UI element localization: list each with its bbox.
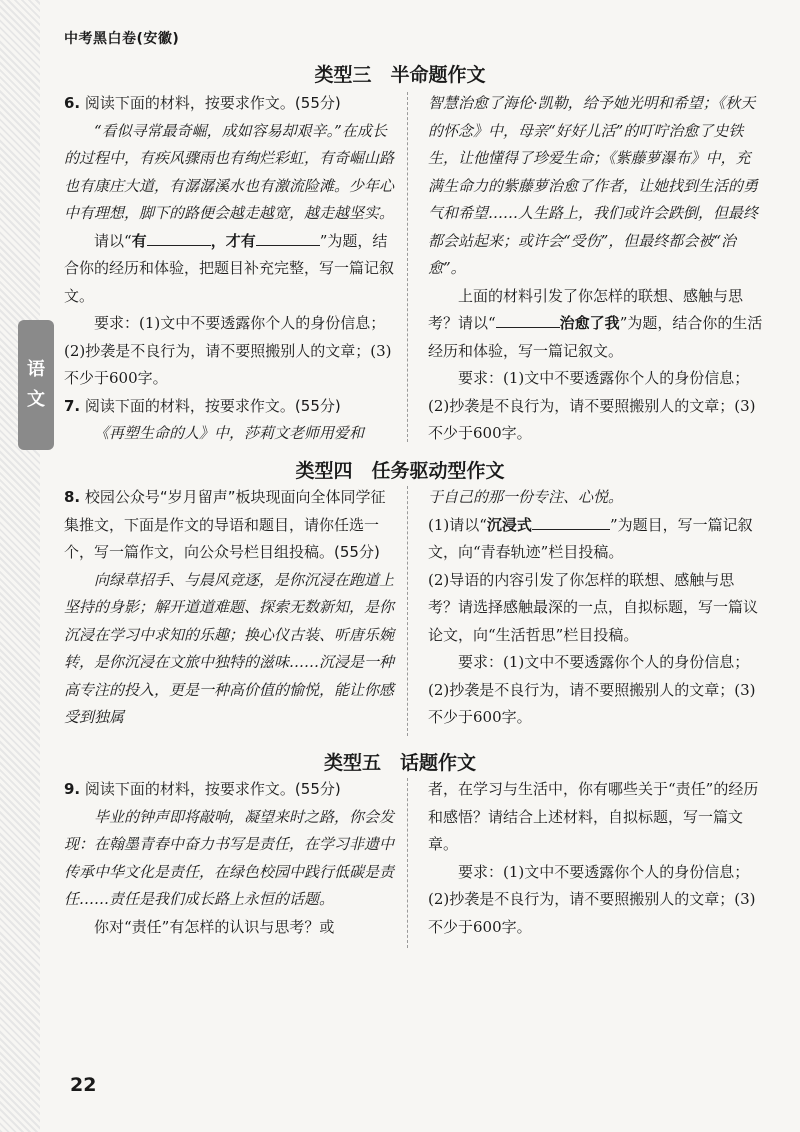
q9-block	[64, 776, 394, 941]
subject-tab-char: 文	[27, 389, 45, 410]
subject-tab-char: 语	[27, 359, 45, 380]
column-divider	[407, 486, 408, 736]
page-number: 22	[70, 1074, 97, 1096]
q7-task: 上面的材料引发了你怎样的联想、感触与思考？请以“ 治愈了我”为题，结合你的生活经历和体验，写一篇记叙文。	[428, 286, 763, 360]
q6-number: 6.	[64, 94, 81, 112]
q6-prompt: 6. 阅读下面的材料，按要求作文。(55分)	[64, 94, 341, 112]
q8-blank	[532, 515, 610, 530]
page-edge-texture	[0, 0, 40, 1132]
section-title-type5: 类型五 话题作文	[323, 752, 476, 774]
q9-task-start: 你对“责任”有怎样的认识与思考？或	[94, 917, 335, 936]
q8-option-1: (1)请以“沉浸式 ”为题目，写一篇记叙文，向“青春轨迹”栏目投稿。	[428, 515, 753, 561]
q9-task-cont: 者，在学习与生活中，你有哪些关于“责任”的经历和感悟？请结合上述材料，自拟标题，写一篇文章。	[428, 780, 759, 853]
q7-number: 7.	[64, 396, 81, 415]
q8-block	[64, 484, 394, 732]
q6-requirements: 要求：(1)文中不要透露你个人的身份信息；(2)抄袭是不良行为，请不要照搬别人的文章；(3)不少于600字。	[64, 314, 392, 387]
column-divider	[407, 778, 408, 948]
q7-blank	[496, 313, 560, 328]
subject-tab	[18, 320, 54, 450]
q8-option-2: (2)导语的内容引发了你怎样的联想、感触与思考？请选择感触最深的一点，自拟标题，写一篇议论文，向“生活哲思”栏目投稿。	[428, 570, 759, 644]
q8-material: 向绿草招手、与晨风竞逐，是你沉浸在跑道上坚持的身影；解开道道难题、探索无数新知，是你沉浸在学习中求知的乐趣；换心仪古装、听唐乐婉转，是你沉浸在文旅中独特的滋味……沉浸是一种高专注的投入，更是一种高价值的愉悦，能让你感受到独属	[64, 570, 395, 726]
q7-material-start: 《再塑生命的人》中，莎莉文老师用爱和	[94, 424, 365, 442]
q9-requirements: 要求：(1)文中不要透露你个人的身份信息；(2)抄袭是不良行为，请不要照搬别人的文章；(3)不少于600字。	[428, 862, 756, 936]
q7-material-cont: 智慧治愈了海伦·凯勒，给予她光明和希望；《秋天的怀念》中，母亲“好好儿活”的叮咛治愈了史铁生，让他懂得了珍爱生命；《紫藤萝瀑布》中，充满生命力的紫藤萝治愈了作者，让她找到生活的勇气和希望……人生路上，我们或许会跌倒，但最终都会站起来；或许会“受伤”，但最终都会被“治愈”。	[428, 94, 759, 277]
q9-task-block	[428, 776, 764, 941]
q8-options-block	[428, 484, 764, 732]
q6-blank-1	[147, 231, 211, 246]
q8-number: 8.	[64, 488, 81, 506]
q7-block	[428, 90, 764, 448]
q8-material-cont: 于自己的那一份专注、心悦。	[428, 488, 624, 506]
q8-prompt: 8. 校园公众号“岁月留声”板块现面向全体同学征集推文，下面是作文的导语和题目，请你任选一个，写一篇作文，向公众号栏目组投稿。(55分)	[64, 488, 386, 561]
running-header: 中考黑白卷(安徽)	[64, 31, 180, 47]
q6-blank-2	[256, 231, 320, 246]
q9-prompt: 9. 阅读下面的材料，按要求作文。(55分)	[64, 780, 341, 798]
q9-material: 毕业的钟声即将敲响，凝望来时之路，你会发现：在翰墨青春中奋力书写是责任，在学习非遗中传承中华文化是责任，在绿色校园中践行低碳是责任……责任是我们成长路上永恒的话题。	[64, 807, 395, 908]
q6-material: “看似寻常最奇崛，成如容易却艰辛。”在成长的过程中，有疾风骤雨也有绚烂彩虹，有奇崛山路也有康庄大道，有潺潺溪水也有激流险滩。少年心中有理想，脚下的路便会越走越宽，越走越坚实。	[64, 121, 395, 222]
q6-task: 请以“有 ，才有 ”为题，结合你的经历和体验，把题目补充完整，写一篇记叙文。	[64, 231, 395, 305]
column-divider	[407, 92, 408, 442]
section-title-type3: 类型三 半命题作文	[314, 64, 486, 86]
q8-requirements: 要求：(1)文中不要透露你个人的身份信息；(2)抄袭是不良行为，请不要照搬别人的文章；(3)不少于600字。	[428, 653, 756, 726]
q7-prompt: 7. 阅读下面的材料，按要求作文。(55分)	[64, 396, 341, 415]
section-title-type4: 类型四 任务驱动型作文	[295, 460, 505, 482]
q9-number: 9.	[64, 780, 81, 798]
q6-block	[64, 90, 394, 448]
q7-requirements: 要求：(1)文中不要透露你个人的身份信息；(2)抄袭是不良行为，请不要照搬别人的文章；(3)不少于600字。	[428, 369, 756, 442]
